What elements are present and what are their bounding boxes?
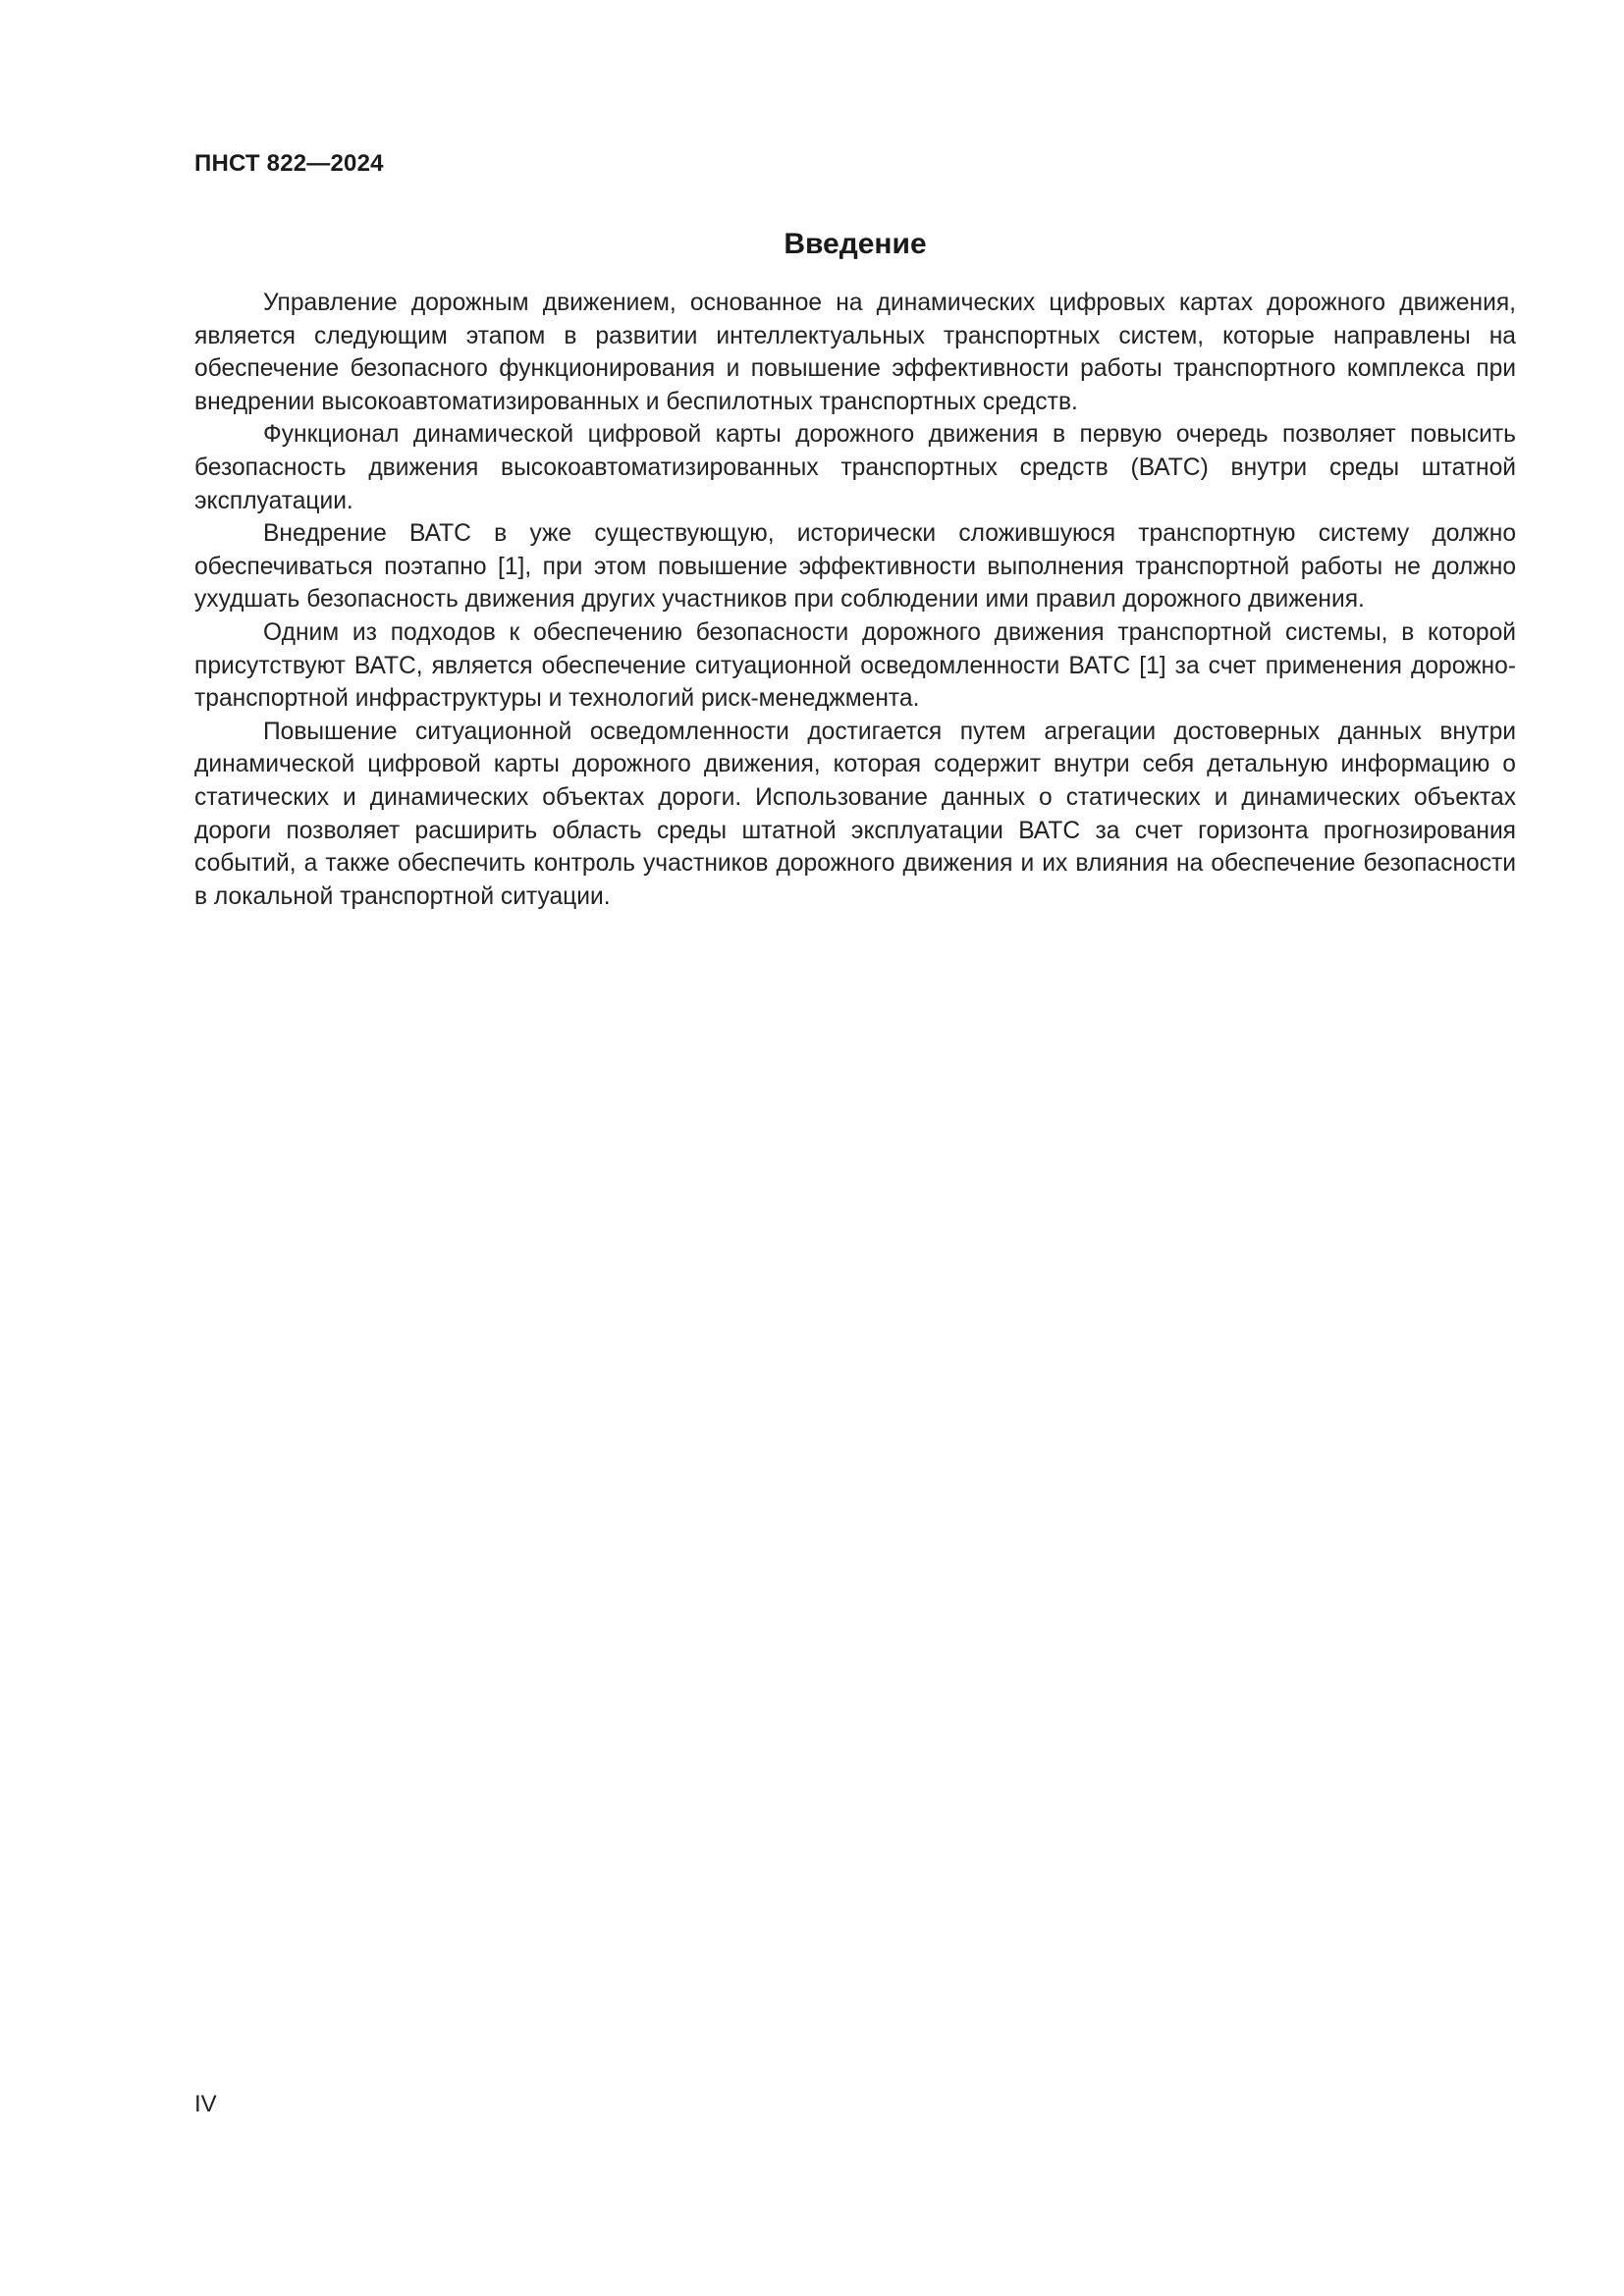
document-id: ПНСТ 822—2024	[194, 150, 384, 177]
paragraph-2: Функционал динамической цифровой карты дорожного движения в первую очередь позволяет повысить безопасность движения высокоавтоматизированных транспортных средств (ВАТС) внутри среды штатной эксплуатации.	[194, 421, 1516, 514]
section-title: Введение	[784, 228, 927, 260]
paragraph-1: Управление дорожным движением, основанное на динамических цифровых картах дорожного движения, является следующим этапом в развитии интеллектуальных транспортных систем, которые направлены на обеспечение безопасного функционирования и повышение эффективности работы транспортного комплекса при внедрении высокоавтоматизированных и беспилотных транспортных средств.	[194, 290, 1516, 415]
paragraph-3: Внедрение ВАТС в уже существующую, исторически сложившуюся транспортную систему должно обеспечиваться поэтапно [1], при этом повышение эффективности выполнения транспортной работы не должно ухудшать безопасность движения других участников при соблюдении ими правил дорожного движения.	[194, 520, 1516, 614]
paragraph-4: Одним из подходов к обеспечению безопасности дорожного движения транспортной системы, в которой присутствуют ВАТС, является обеспечение ситуационной осведомленности ВАТС [1] за счет применения дорожно-транспортной инфраструктуры и технологий риск-менеджмента.	[194, 618, 1516, 713]
page-number: IV	[194, 2091, 217, 2117]
paragraph-5: Повышение ситуационной осведомленности достигается путем агрегации достоверных данных внутри динамической цифровой карты дорожного движения, которая содержит внутри себя детальную информацию о статических и динамических объектах дороги. Использование данных о статических и динамических объектах дороги позволяет расширить область среды штатной эксплуатации ВАТС за счет горизонта прогнозирования событий, а также обеспечить контроль участников дорожного движения и их влияния на обеспечение безопасности в локальной транспортной ситуации.	[194, 718, 1516, 910]
body-text	[194, 287, 1516, 913]
